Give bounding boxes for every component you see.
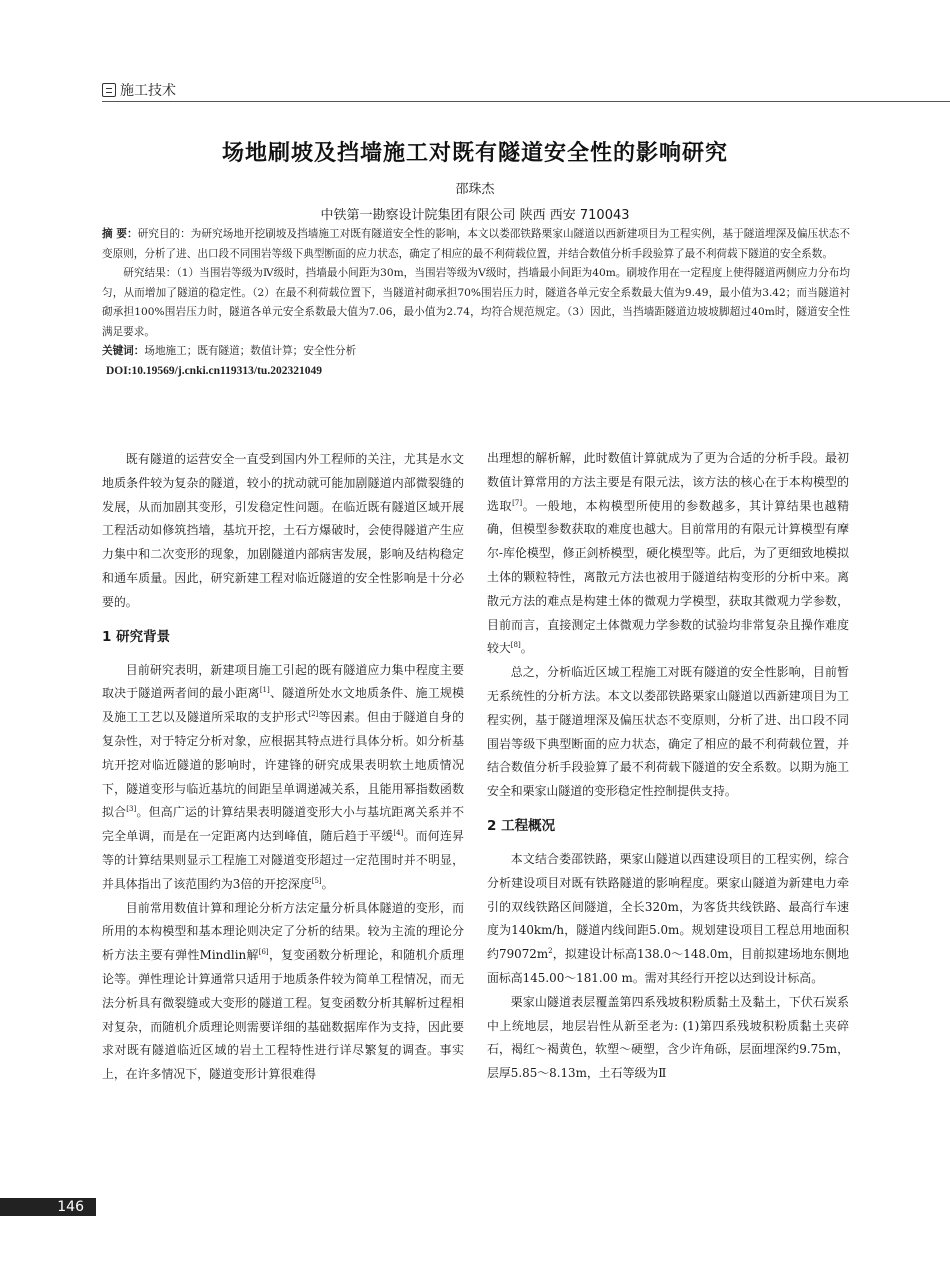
citation: [3] (126, 805, 137, 814)
continued-paragraph: 出理想的解析解，此时数值计算就成为了更为合适的分析手段。最初数值计算常用的方法主要是有限元法，该方法的核心在于本构模型的选取[7]。一般地，本构模型所使用的参数越多，其计算结果也越精确，但模型参数获取的难度也越大。目前常用的有限元计算模型有摩尔-库伦模型，修正剑桥模型，硬化模型等。此后，为了更细致地模拟土体的颗粒特性，离散元方法也被用于隧道结构变形的分析中来。离散元方法的难点是构建土体的微观力学模型，获取其微观力学参数，目前而言，直接测定土体微观力学参数的试验均非常复杂且操作难度较大[8]。 (487, 451, 849, 656)
citation: [7] (512, 498, 523, 507)
affiliation: 中铁第一勘察设计院集团有限公司 陕西 西安 710043 (320, 208, 630, 223)
abstract-purpose: 摘 要：研究目的：为研究场地开挖刷坡及挡墙施工对既有隧道安全性的影响，本文以娄邵铁路栗家山隧道以西新建项目为工程实例，基于隧道埋深及偏压状态不变原则，分析了进、出口段不同围岩等级下典型断面的应力状态，确定了相应的最不利荷载位置，并结合数值分析手段验算了最不利荷载下隧道的安全系数。 (102, 228, 850, 260)
section-heading-overview: 2 工程概况 (487, 817, 556, 834)
overview-paragraph-1: 本文结合娄邵铁路，栗家山隧道以西建设项目的工程实例，综合分析建设项目对既有铁路隧道的影响程度。栗家山隧道为新建电力牵引的双线铁路区间隧道，全长320m，为客货共线铁路、最高行车速度为140km/h，隧道内线间距5.0m。规划建设项目工程总用地面积约79072m$^2$，拟建设计标高138.0～148.0m，目前拟建场地东侧地面标高145.00～181.00 m。需对其经行开挖以达到设计标高。 (487, 851, 850, 985)
abstract-label: 摘 要： (102, 228, 138, 240)
intro-paragraph: 既有隧道的运营安全一直受到国内外工程师的关注，尤其是水文地质条件较为复杂的隧道，较小的扰动就可能加剧隧道内部微裂缝的发展，从而加剧其变形，引发稳定性问题。在临近既有隧道区域开展工程活动如修筑挡墙，基坑开挖，土石方爆破时，会使得隧道产生应力集中和二次变形的现象，加剧隧道内部病害发展，影响及结构稳定和通车质量。因此，研究新建工程对临近隧道的安全性影响是十分必要的。 (102, 452, 464, 609)
section-label: 施工技术 (120, 83, 176, 99)
citation: [1] (259, 686, 270, 695)
section-icon (102, 83, 116, 97)
running-header (102, 80, 176, 100)
overview-paragraph-2: 栗家山隧道表层覆盖第四系残坡积粉质黏土及黏土，下伏石炭系中上统地层，地层岩性从新至老为: (1)第四系残坡积粉质黏土夹碎石，褐红～褐黄色，软塑～硬塑，含少许角砾，层面埋深约9.75m，层厚5.85～8.13m，土石等级为Ⅱ (487, 994, 849, 1081)
keywords-label: 关键词： (102, 345, 145, 357)
header-rule (102, 101, 950, 102)
abstract (102, 225, 850, 381)
summary-paragraph: 总之，分析临近区域工程施工对既有隧道的安全性影响，目前暂无系统性的分析方法。本文以娄邵铁路栗家山隧道以西新建项目为工程实例，基于隧道埋深及偏压状态不变原则，分析了进、出口段不同围岩等级下典型断面的应力状态，确定了相应的最不利荷载位置，并结合数值分析手段验算了最不利荷载下隧道的安全系数。以期为施工安全和栗家山隧道的变形稳定性控制提供支持。 (487, 665, 849, 799)
keywords: 关键词：场地施工；既有隧道；数值计算；安全性分析 (102, 345, 357, 357)
abstract-results: 研究结果：（1）当围岩等级为Ⅳ级时，挡墙最小间距为30m，当围岩等级为Ⅴ级时，挡墙最小间距为40m。刷坡作用在一定程度上使得隧道两侧应力分布均匀，从而增加了隧道的稳定性。（2）在最不利荷载位置下，当隧道衬砌承担70%围岩压力时，隧道各单元安全系数最大值为9.49，最小值为3.42；而当隧道衬砌承担100%围岩压力时，隧道各单元安全系数最大值为7.06，最小值为2.74，均符合规范规定。（3）因此，当挡墙距隧道边坡坡脚超过40m时，隧道安全性满足要求。 (102, 267, 850, 338)
citation: [4] (393, 829, 404, 838)
paper-title: 场地刷坡及挡墙施工对既有隧道安全性的影响研究 (221, 141, 728, 166)
left-column (102, 448, 464, 1087)
page-number: 146 (0, 1198, 96, 1216)
citation: [6] (258, 948, 269, 957)
superscript: 2 (548, 947, 553, 956)
citation: [8] (510, 641, 521, 650)
background-paragraph-1: 目前研究表明，新建项目施工引起的既有隧道应力集中程度主要取决于隧道两者间的最小距离[1]、隧道所处水文地质条件、施工规模及施工工艺以及隧道所采取的支护形式[2]等因素。但由于隧道自身的复杂性，对于特定分析对象，应根据其特点进行具体分析。如分析基坑开挖对临近隧道的影响时，许建锋的研究成果表明软土地质情况下，隧道变形与临近基坑的间距呈单调递减关系，且能用幂指数函数拟合[3]。但高广运的计算结果表明隧道变形大小与基坑距离关系并不完全单调，而是在一定距离内达到峰值，随后趋于平缓[4]。而何连昇等的计算结果则显示工程施工对隧道变形超过一定范围时并不明显，并具体指出了该范围约为3倍的开挖深度[5]。 (102, 662, 464, 891)
citation: [2] (308, 710, 319, 719)
right-column (487, 447, 849, 1086)
author: 邵珠杰 (455, 182, 495, 197)
section-heading-background: 1 研究背景 (102, 628, 171, 645)
doi: DOI:10.19569/j.cnki.cn119313/tu.202321049 (106, 364, 322, 377)
citation: [5] (311, 876, 322, 885)
background-paragraph-2: 目前常用数值计算和理论分析方法定量分析具体隧道的变形，而所用的本构模型和基本理论则决定了分析的结果。较为主流的理论分析方法主要有弹性Mindlin解[6]，复变函数分析理论，和随机介质理论等。弹性理论计算通常只适用于地质条件较为简单工程情况，而无法分析具有微裂缝或大变形的隧道工程。复变函数分析其解析过程相对复杂，而随机介质理论则需要详细的基础数据库作为支持，因此要求对既有隧道临近区域的岩土工程特性进行详尽繁复的调查。事实上，在许多情况下，隧道变形计算很难得 (102, 900, 464, 1082)
